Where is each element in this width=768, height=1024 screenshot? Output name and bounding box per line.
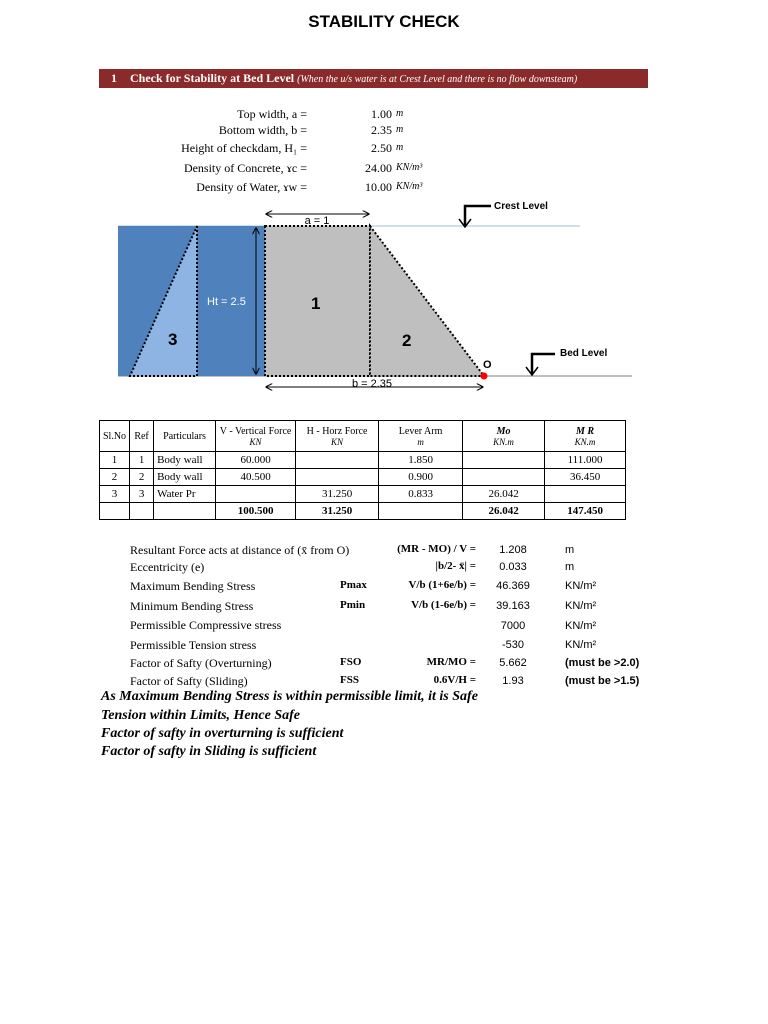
input-value-height: 2.50 (371, 141, 392, 155)
cell-mr: 36.450 (545, 469, 626, 486)
result-unit-resultant: m (565, 544, 575, 556)
cell-mo (463, 452, 545, 469)
result-formula-eccentricity: |b/2- x̄| = (435, 560, 476, 572)
result-value-eccentricity: 0.033 (499, 561, 527, 573)
col-header-mr-label: M R (576, 425, 595, 437)
result-note-fs-sliding: (must be >1.5) (565, 675, 640, 687)
col-header-ref: Ref (130, 421, 154, 452)
bottom-dimension-label: b = 2.35 (351, 378, 393, 390)
result-label-perm-compressive: Permissible Compressive stress (130, 618, 282, 632)
conclusion-overturning: Factor of safty in overturning is sufficient (101, 726, 344, 741)
total-h: 31.250 (296, 503, 379, 520)
cell-h: 31.250 (296, 486, 379, 503)
result-label-perm-tension: Permissible Tension stress (130, 638, 257, 652)
force-table (99, 420, 626, 520)
result-label-fs-sliding: Factor of Safty (Sliding) (130, 674, 248, 688)
result-label-max-stress: Maximum Bending Stress (130, 579, 256, 593)
table-row (100, 469, 626, 486)
crest-level-label: Crest Level (494, 201, 548, 212)
cell-h (296, 469, 379, 486)
result-label-eccentricity: Eccentricity (e) (130, 560, 205, 574)
cell-slno: 3 (100, 486, 130, 503)
result-sym-fs-sliding: FSS (340, 674, 359, 686)
result-formula-min-stress: V/b (1-6e/b) = (411, 599, 476, 611)
table-row (100, 486, 626, 503)
section-number: 1 (111, 71, 117, 85)
input-value-concrete-density: 24.00 (365, 161, 392, 175)
total-mr: 147.450 (545, 503, 626, 520)
col-header-mo (463, 421, 545, 452)
col-header-particulars: Particulars (154, 421, 216, 452)
input-value-water-density: 10.00 (365, 180, 392, 194)
cell-ref: 3 (130, 486, 154, 503)
result-value-fs-sliding: 1.93 (502, 675, 524, 687)
input-label-top-width: Top width, a = (237, 107, 307, 121)
cell-particulars: Body wall (154, 469, 216, 486)
result-value-min-stress: 39.163 (496, 600, 530, 612)
cell-arm: 1.850 (379, 452, 463, 469)
result-label-resultant: Resultant Force acts at distance of (x̄ from O) (130, 543, 350, 557)
section-heading-text: Check for Stability at Bed Level (130, 71, 295, 85)
input-label-bottom-width: Bottom width, b = (218, 123, 307, 137)
table-total-row (100, 503, 626, 520)
cell-ref: 2 (130, 469, 154, 486)
input-label-height: Height of checkdam, H₁ = (181, 141, 307, 155)
cell-slno: 1 (100, 452, 130, 469)
cell-h (296, 452, 379, 469)
conclusion-sliding: Factor of safty in Sliding is sufficient (101, 744, 317, 759)
result-label-min-stress: Minimum Bending Stress (130, 599, 254, 613)
result-value-resultant: 1.208 (499, 544, 527, 556)
conclusion-tension: Tension within Limits, Hence Safe (101, 708, 301, 723)
result-formula-fs-sliding: 0.6V/H = (433, 674, 476, 686)
col-header-mo-label: Mo (496, 425, 511, 437)
result-sym-min-stress: Pmin (340, 599, 366, 611)
col-header-mo-unit: KN.m (493, 436, 514, 447)
result-unit-perm-tension: KN/m² (565, 639, 597, 651)
result-label-fs-overturning: Factor of Safty (Overturning) (130, 656, 272, 670)
cell-mr: 111.000 (545, 452, 626, 469)
input-unit-height: m (396, 142, 404, 153)
input-unit-top-width: m (396, 108, 404, 119)
col-header-arm-unit: m (417, 436, 424, 447)
result-unit-eccentricity: m (565, 561, 575, 573)
result-value-perm-tension: -530 (501, 639, 525, 651)
cell-arm: 0.833 (379, 486, 463, 503)
input-label-concrete-density: Density of Concrete, ɤc = (183, 161, 307, 175)
result-note-fs-overturning: (must be >2.0) (565, 657, 640, 669)
height-dimension-label: Ht = 2.5 (207, 296, 246, 308)
col-header-h (296, 421, 379, 452)
col-header-v-unit: KN (249, 436, 262, 447)
cell-slno: 2 (100, 469, 130, 486)
toe-point-o (481, 373, 488, 380)
col-header-mr-unit: KN.m (574, 436, 596, 447)
result-unit-max-stress: KN/m² (565, 580, 597, 592)
part-1-label: 1 (311, 294, 321, 313)
table-row (100, 452, 626, 469)
col-header-h-label: H - Horz Force (306, 425, 368, 437)
checkdam-diagram (0, 0, 768, 400)
result-formula-max-stress: V/b (1+6e/b) = (408, 579, 476, 591)
cell-mo: 26.042 (463, 486, 545, 503)
input-unit-water-density: KN/m³ (396, 181, 423, 192)
result-value-fs-overturning: 5.662 (499, 657, 527, 669)
total-mo: 26.042 (463, 503, 545, 520)
col-header-mr (545, 421, 626, 452)
cell-v: 40.500 (216, 469, 296, 486)
conclusion-bending: As Maximum Bending Stress is within permissible limit, it is Safe (101, 689, 478, 704)
section-note: (When the u/s water is at Crest Level and there is no flow downsteam) (297, 74, 578, 85)
col-header-slno: Sl.No (100, 421, 130, 452)
col-header-v (216, 421, 296, 452)
cell-particulars: Body wall (154, 452, 216, 469)
cell-mo (463, 469, 545, 486)
input-unit-bottom-width: m (396, 124, 404, 135)
input-label-water-density: Density of Water, ɤw = (196, 180, 307, 194)
table-header-row (100, 421, 626, 452)
input-unit-concrete-density: KN/m³ (396, 162, 423, 173)
col-header-arm (379, 421, 463, 452)
cell-ref: 1 (130, 452, 154, 469)
result-formula-fs-overturning: MR/MO = (426, 656, 476, 668)
total-v: 100.500 (216, 503, 296, 520)
input-value-top-width: 1.00 (371, 107, 392, 121)
top-dimension-label: a = 1 (304, 215, 330, 227)
input-value-bottom-width: 2.35 (371, 123, 392, 137)
cell-arm: 0.900 (379, 469, 463, 486)
dam-body-triangle (370, 226, 484, 376)
result-formula-resultant: (MR - MO) / V = (397, 543, 476, 555)
col-header-h-unit: KN (331, 436, 344, 447)
page-title: STABILITY CHECK (308, 12, 460, 31)
point-o-label: O (483, 359, 492, 371)
result-value-perm-compressive: 7000 (500, 620, 526, 632)
result-unit-perm-compressive: KN/m² (565, 620, 597, 632)
part-3-label: 3 (168, 330, 178, 349)
bed-level-label: Bed Level (560, 348, 608, 359)
result-unit-min-stress: KN/m² (565, 600, 597, 612)
cell-v: 60.000 (216, 452, 296, 469)
cell-mr (545, 486, 626, 503)
result-sym-fs-overturning: FSO (340, 656, 362, 668)
result-sym-max-stress: Pmax (340, 579, 367, 591)
result-value-max-stress: 46.369 (496, 580, 530, 592)
col-header-arm-label: Lever Arm (398, 425, 443, 437)
part-2-label: 2 (402, 331, 412, 350)
col-header-v-label: V - Vertical Force (219, 425, 292, 437)
cell-v (216, 486, 296, 503)
cell-particulars: Water Pr (154, 486, 216, 503)
